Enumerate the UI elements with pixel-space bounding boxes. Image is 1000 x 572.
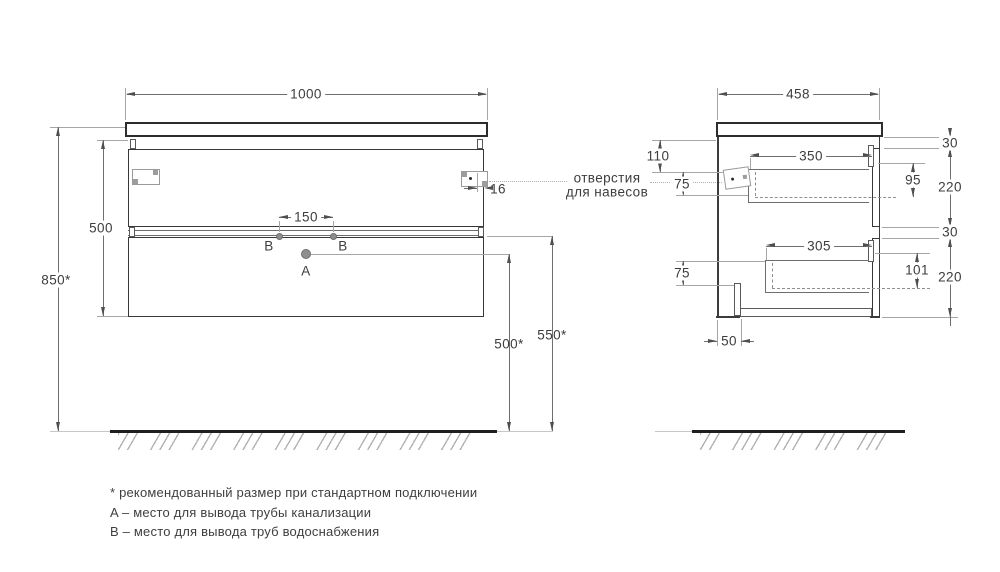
arrow-down-icon	[948, 308, 952, 317]
point-label-b: B	[338, 238, 348, 253]
arrow-down-icon	[56, 422, 60, 431]
drawer2-box-top	[765, 260, 869, 261]
dim-ext-line	[279, 221, 280, 232]
hanger-hole-icon	[469, 177, 472, 180]
drawer2-box-dashed-left	[772, 263, 773, 288]
dim-ext-line	[878, 163, 925, 164]
dim-ext-line	[652, 140, 716, 141]
floor-baseline	[655, 431, 692, 432]
dim-label-cabinet-height: 500	[86, 221, 116, 236]
dim-label-drawer1-front: 220	[935, 180, 965, 195]
dim-ext-line	[766, 248, 767, 260]
arrow-up-icon	[550, 236, 554, 245]
arrow-right-icon	[863, 153, 872, 157]
dim-ext-line	[652, 172, 723, 173]
arrow-down-icon	[550, 422, 554, 431]
dim-label-width: 1000	[287, 87, 325, 102]
dim-label-drawer1-depth: 95	[902, 173, 924, 188]
dim-label-outlet-spacing: 150	[291, 210, 321, 225]
leader-text-line2: для навесов	[565, 184, 649, 200]
drawer2-box-dashed-bottom	[772, 288, 930, 289]
dim-label-a-height: 500*	[494, 336, 524, 352]
arrow-right-icon	[870, 92, 879, 96]
dim-label-hole-offset: 16	[490, 181, 506, 196]
water-outlet-point-b	[330, 233, 337, 240]
hanger-hole-icon	[731, 177, 734, 180]
arrow-left-icon	[718, 92, 727, 96]
floor-hatch-left	[118, 433, 480, 450]
dim-ext-line	[750, 158, 751, 169]
point-label-a: A	[301, 263, 311, 279]
arrow-right-icon	[478, 92, 487, 96]
leader-line	[489, 181, 567, 182]
dim-ext-line	[717, 320, 718, 346]
carcass-tab	[129, 227, 135, 237]
bracket-screw-icon	[743, 175, 748, 180]
dim-ext-line	[333, 221, 334, 232]
dim-ext-line	[875, 253, 930, 254]
dim-ext-line	[477, 173, 478, 192]
dim-label-total-height: 850*	[38, 273, 73, 288]
dim-label-drawer2-front: 220	[935, 270, 965, 285]
dim-label-b-height: 550*	[537, 327, 567, 343]
point-label-b: B	[264, 238, 274, 253]
dim-label-hanger-top: 110	[644, 149, 673, 164]
arrow-left-icon	[126, 92, 135, 96]
dim-ext-line	[487, 88, 488, 120]
drawer2-box-bottom	[765, 292, 869, 293]
carcass-tab	[130, 139, 136, 149]
dim-ext-line	[50, 127, 125, 128]
arrow-right-icon	[468, 186, 477, 190]
arrow-down-icon	[101, 307, 105, 316]
countertop-side	[716, 122, 883, 137]
footnote-standard-connection: * рекомендованный размер при стандартном подключении	[110, 485, 478, 500]
countertop-front	[125, 122, 488, 137]
dim-label-drawer1-inner: 350	[796, 148, 826, 163]
arrow-up-icon	[911, 163, 915, 172]
hanger-bracket-icon	[723, 166, 752, 189]
arrow-right-icon	[863, 243, 872, 247]
floor-hatch-right	[700, 433, 898, 450]
dim-ext-line	[97, 316, 128, 317]
dim-ext-line	[676, 285, 734, 286]
arrow-right-icon	[708, 339, 717, 343]
arrow-left-icon	[750, 153, 759, 157]
dim-label-bottom-clearance: 75	[671, 266, 693, 281]
drawer1-box-bottom	[748, 202, 869, 203]
arrow-up-icon	[56, 127, 60, 136]
dim-label-hanger-side: 75	[671, 177, 693, 192]
arrow-left-icon	[279, 215, 288, 219]
arrow-left-icon	[766, 243, 775, 247]
drawer1-box-top	[748, 169, 869, 170]
dim-label-drawer2-inner: 305	[804, 238, 834, 253]
arrow-left-icon	[741, 339, 750, 343]
cabinet-back-panel	[717, 137, 719, 317]
bracket-screw-icon	[133, 179, 138, 184]
arrow-up-icon	[915, 253, 919, 262]
drawer-gap-line	[128, 235, 484, 236]
footnotes	[110, 483, 477, 542]
bottom-panel	[740, 308, 872, 317]
bracket-screw-icon	[462, 172, 467, 177]
drawer-gap-line	[128, 230, 484, 231]
footnote-point-a: A – место для вывода трубы канализации	[110, 504, 372, 520]
dim-label-gap-top: 30	[939, 135, 961, 150]
footnote-point-b: B – место для вывода труб водоснабжения	[110, 524, 380, 539]
arrow-up-icon	[101, 140, 105, 149]
drawer1-box-dashed-bottom	[755, 197, 896, 198]
dim-label-gap-mid: 30	[939, 225, 961, 240]
arrow-down-icon	[911, 188, 915, 197]
carcass-tab	[478, 227, 484, 237]
drawer1-box-dashed-left	[755, 172, 756, 196]
dim-label-depth: 458	[783, 87, 813, 102]
carcass-tab	[477, 139, 483, 149]
drawer2-box-left	[765, 260, 766, 292]
bracket-screw-icon	[153, 170, 158, 175]
dim-ext-line	[882, 317, 958, 318]
dim-label-drawer2-depth: 101	[902, 263, 932, 278]
arrow-down-icon	[658, 163, 662, 172]
level-line-b	[487, 236, 552, 237]
arrow-down-icon	[915, 279, 919, 288]
dim-label-foot-offset: 50	[721, 333, 737, 349]
dim-ext-line	[676, 261, 765, 262]
dim-ext-line	[676, 195, 748, 196]
arrow-down-icon	[507, 422, 511, 431]
drain-outlet-point-a	[301, 249, 311, 259]
water-outlet-point-b	[276, 233, 283, 240]
leader-text-line1: отверстия	[573, 170, 641, 186]
dim-ext-line	[879, 88, 880, 120]
level-line-a	[311, 254, 509, 255]
arrow-right-icon	[324, 215, 333, 219]
arrow-up-icon	[507, 254, 511, 263]
